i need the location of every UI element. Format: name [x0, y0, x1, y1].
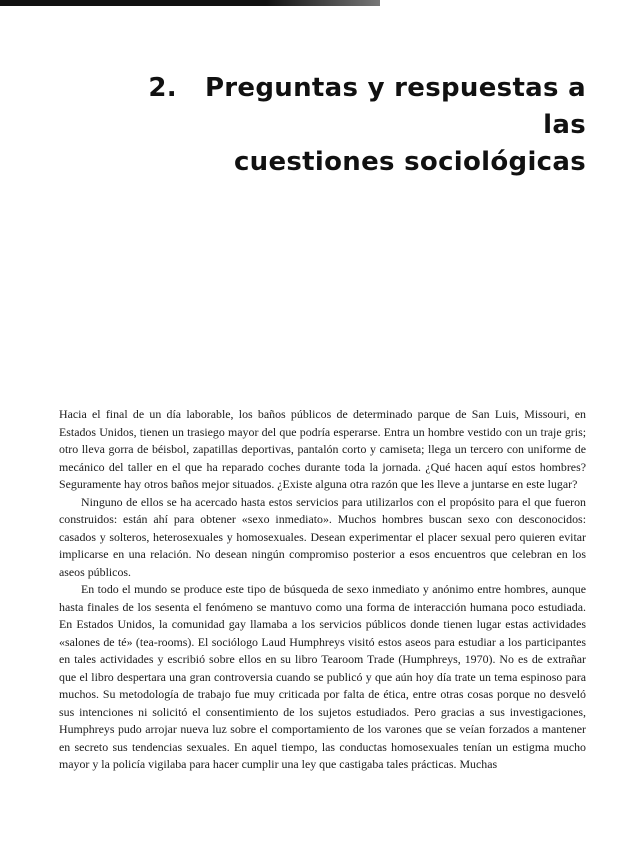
- chapter-title-part-1: Preguntas y respuestas a las: [204, 73, 586, 140]
- chapter-title-line-2: cuestiones sociológicas: [233, 147, 586, 177]
- paragraph-1: Hacia el final de un día laborable, los baños públicos de determinado parque de San Luis, Missouri, en Estados Unidos, tienen un trasiego mayor del que podría esperarse. Entra un hombre vestido con un traje gris; otro lleva gorra de béisbol, zapatillas deportivas, pantalón corto y camiseta; llega un tercero con uniforme de mecánico del taller en el que ha reparado coches durante toda la jornada. ¿Qué hacen aquí estos hombres? Seguramente hay otros baños mejor situados. ¿Existe alguna otra razón que les lleve a juntarse en este lugar?: [59, 407, 586, 491]
- chapter-heading: [100, 70, 586, 181]
- paragraph-2: Ninguno de ellos se ha acercado hasta estos servicios para utilizarlos con el propósito para el que fueron construidos: están ahí para obtener «sexo inmediato». Muchos hombres buscan sexo con desconocidos: casados y solteros, heterosexuales y homosexuales. Desean experimentar el placer sexual pero quieren evitar implicarse en una relación. No desean ningún compromiso posterior a esos encuentros que celebran en los aseos públicos.: [59, 494, 586, 579]
- chapter-title-line-1: [100, 70, 586, 144]
- top-rule: [0, 0, 380, 6]
- chapter-number: 2.: [148, 73, 177, 103]
- paragraph-3: En todo el mundo se produce este tipo de búsqueda de sexo inmediato y anónimo entre hombres, aunque hasta finales de los sesenta el fenómeno se mantuvo como una forma de interacción humana poco estudiada. En Estados Unidos, la comunidad gay llamaba a los servicios públicos donde tienen lugar estas actividades «salones de té» (tea-rooms). El sociólogo Laud Humphreys visitó estos aseos para estudiar a los participantes en tales actividades y escribió sobre ellos en su libro Tearoom Trade (Humphreys, 1970). No es de extrañar que el libro despertara una gran controversia cuando se publicó y que aún hoy día trate un tema espinoso para muchos. Su metodología de trabajo fue muy criticada por falta de ética, entre otras cosas porque no desveló sus intenciones ni solicitó el consentimiento de los sujetos estudiados. Pero gracias a sus investigaciones, Humphreys pudo arrojar nueva luz sobre el comportamiento de los varones que se veían forzados a mantener en secreto sus tendencias sexuales. En aquel tiempo, las conductas homosexuales tenían un estigma mucho mayor y la policía vigilaba para hacer cumplir una ley que castigaba tales prácticas. Muchas: [59, 582, 586, 771]
- body-text: [59, 406, 586, 774]
